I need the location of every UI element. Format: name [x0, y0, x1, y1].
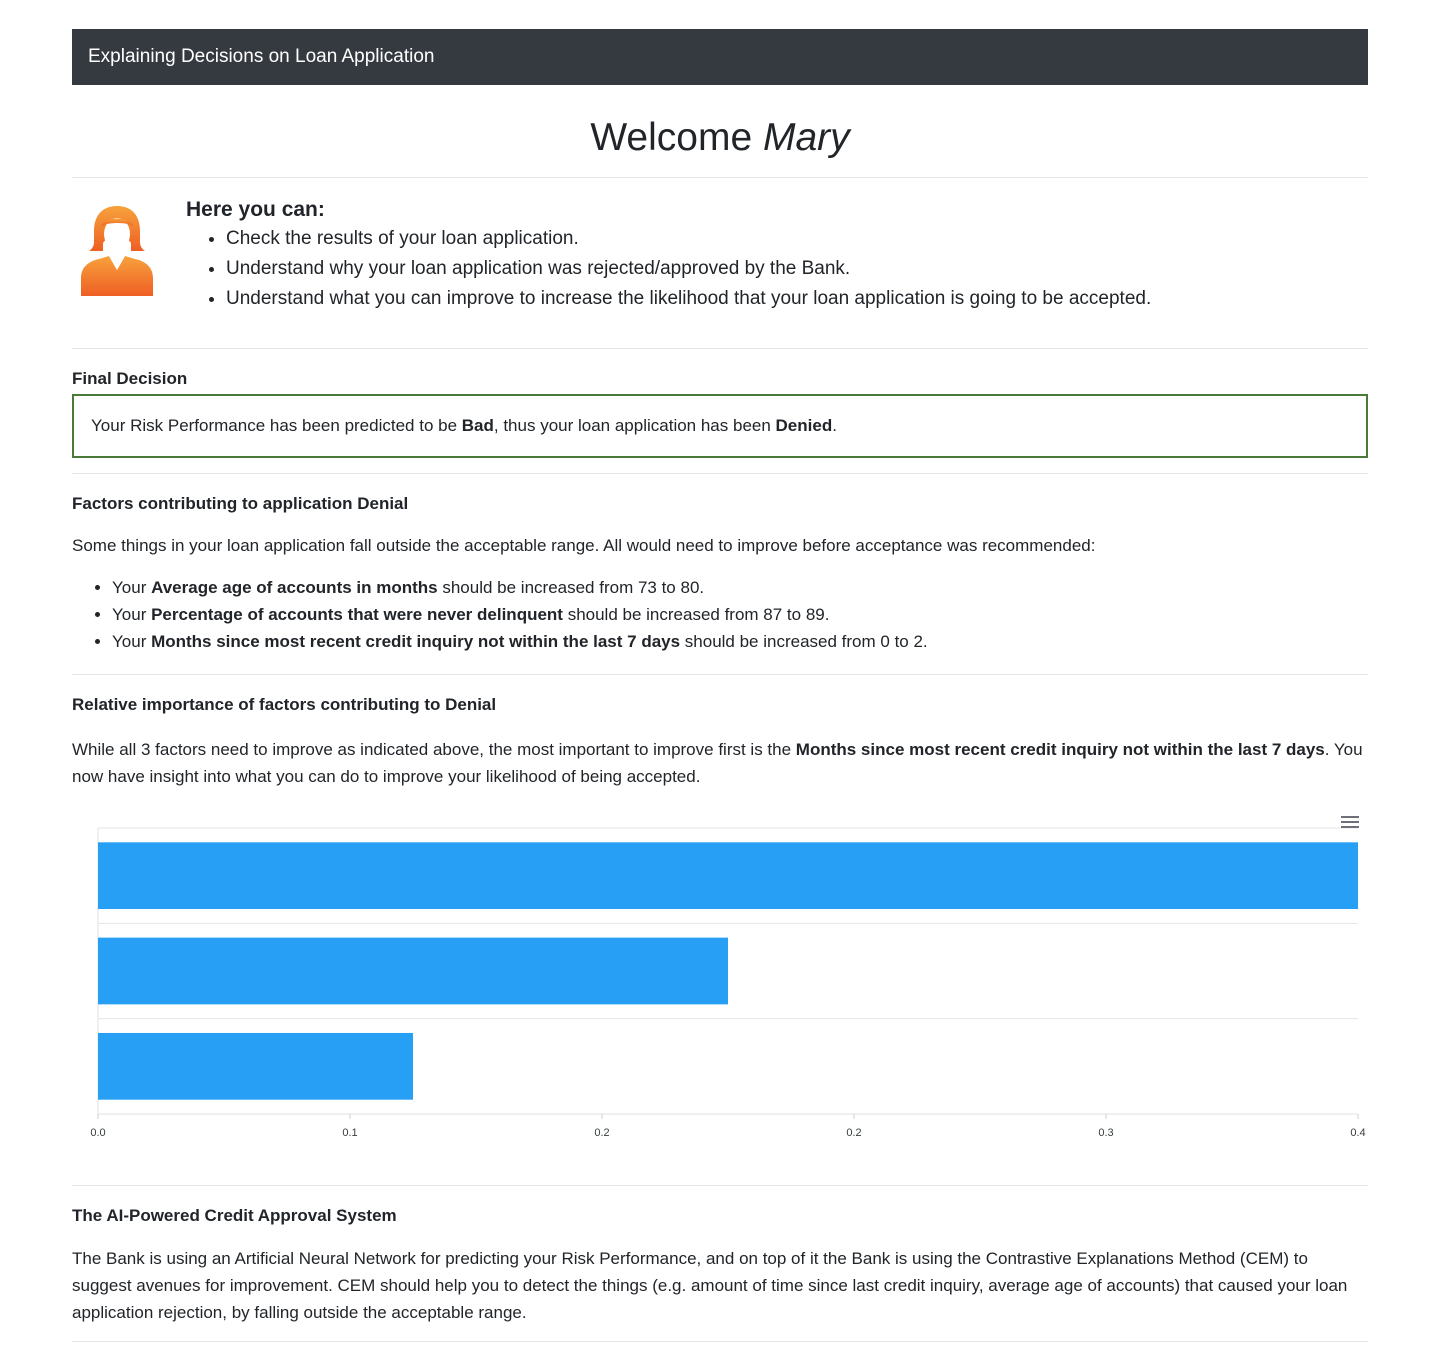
factor-item: • Your Percentage of accounts that were never delinquent should be increased from 87 to 89. [112, 601, 1368, 628]
factors-list [72, 574, 1368, 655]
most-important-feature: Months since most recent credit inquiry not within the last 7 days [795, 740, 1325, 759]
x-tick-label: 0.1 [342, 1127, 358, 1139]
page [72, 0, 1368, 1342]
about-title: The AI-Powered Credit Approval System [72, 1206, 397, 1225]
x-tick-label: 0.0 [90, 1127, 106, 1139]
list-item: • Check the results of your loan application. [226, 224, 1151, 254]
factors-section [72, 474, 1368, 674]
about-section [72, 1186, 1368, 1341]
welcome-heading [72, 115, 1368, 177]
navbar [72, 29, 1368, 85]
bar [98, 1033, 413, 1100]
about-text: The Bank is using an Artificial Neural Network for predicting your Risk Performance, and on top of it the Bank is using the Contrastive Explanations Method (CEM) to suggest avenues for improvement. CEM should help you to detect the things (e.g. amount of time since last credit inquiry, average age of accounts) that caused your loan application rejection, by falling outside the acceptable range. [72, 1249, 1348, 1322]
decision-box [72, 394, 1368, 458]
importance-title: Relative importance of factors contributing to Denial [72, 695, 497, 714]
navbar-brand[interactable]: Explaining Decisions on Loan Application [88, 46, 435, 67]
importance-text: While all 3 factors need to improve as indicated above, the most important to improve first is the Months since most recent credit inquiry not within the last 7 days. You now have insight into what you can do to improve your likelihood of being accepted. [72, 740, 1363, 786]
factor-item: • Your Months since most recent credit inquiry not within the last 7 days should be increased from 0 to 2. [112, 628, 1368, 655]
divider [72, 1341, 1368, 1342]
factors-title: Factors contributing to application Denial [72, 494, 409, 513]
user-name: Mary [763, 116, 850, 159]
bar [98, 938, 728, 1005]
importance-section [72, 675, 1368, 1185]
x-tick-label: 0.2 [594, 1127, 610, 1139]
intro-heading: Here you can: [186, 198, 325, 221]
welcome-prefix: Welcome [590, 116, 753, 159]
prediction-value: Bad [461, 416, 494, 435]
chart-menu-icon[interactable] [1341, 816, 1359, 830]
intro-list [186, 224, 1151, 314]
list-item: • Understand why your loan application was rejected/approved by the Bank. [226, 254, 1151, 284]
factor-item: • Your Average age of accounts in months should be increased from 73 to 80. [112, 574, 1368, 601]
decision-text: Your Risk Performance has been predicted to be Bad, thus your loan application has been Denied. [91, 416, 837, 435]
x-tick-label: 0.4 [1350, 1127, 1366, 1139]
list-item: • Understand what you can improve to increase the likelihood that your loan application is going to be accepted. [226, 284, 1151, 314]
intro-text [186, 178, 1151, 314]
bar-chart [72, 802, 1368, 1152]
importance-chart [72, 802, 1368, 1152]
avatar [72, 178, 186, 301]
factors-intro: Some things in your loan application fall outside the acceptable range. All would need to improve before acceptance was recommended: [72, 536, 1096, 555]
woman-avatar-icon [81, 204, 153, 296]
x-tick-label: 0.2 [846, 1127, 862, 1139]
final-decision-section [72, 349, 1368, 473]
bar [98, 842, 1358, 909]
decision-value: Denied [775, 416, 833, 435]
final-decision-title: Final Decision [72, 369, 188, 388]
intro-section [72, 178, 1368, 348]
x-tick-label: 0.3 [1098, 1127, 1114, 1139]
